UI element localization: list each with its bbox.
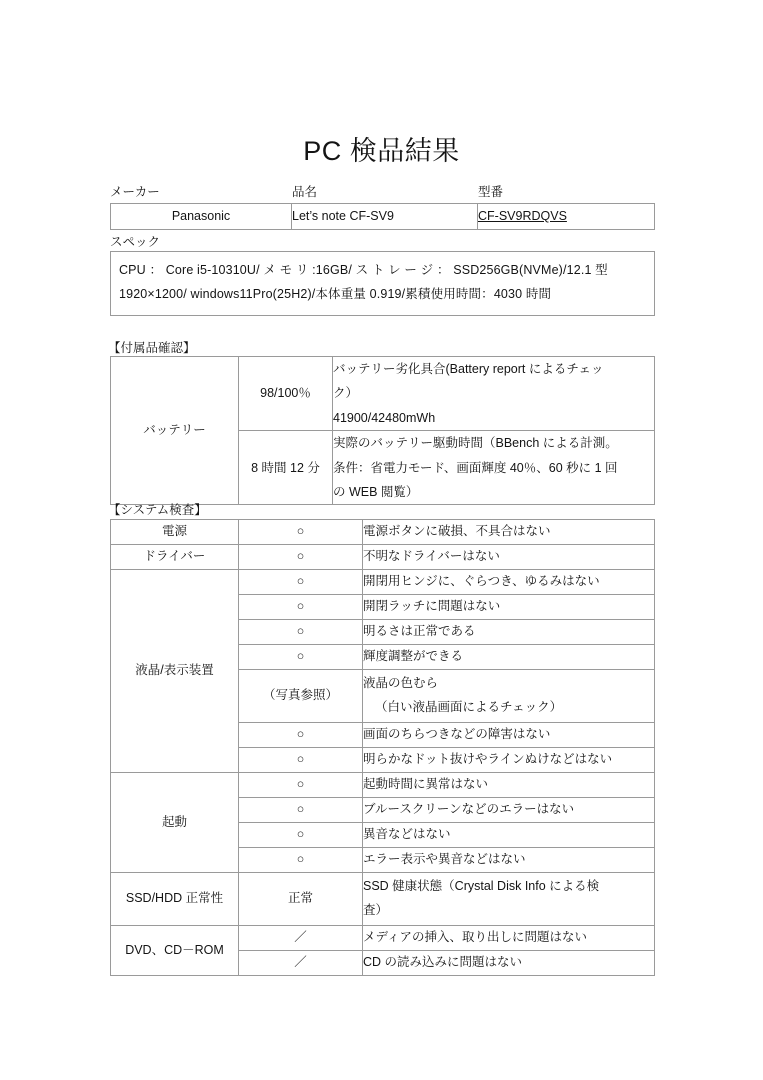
cell-desc-optical-1: メディアの挿入、取り出しに問題はない [363,926,655,951]
cell-category-display: 液晶/表示装置 [111,570,239,773]
cell-mark-boot-2: ○ [239,798,363,823]
cell-desc-optical-2: CD の読み込みに問題はない [363,951,655,976]
table-row [111,873,655,926]
battery-runtime-line-3: の WEB 閲覧） [333,484,419,499]
cell-mark-boot-1: ○ [239,773,363,798]
battery-health-line-3: 41900/42480mWh [333,410,436,425]
battery-runtime-line-2: 条件：省電力モード、画面輝度 40％、60 秒に 1 回 [333,460,618,475]
cell-battery-category: バッテリー [111,357,239,505]
cell-desc-display-5 [363,670,655,723]
cell-battery-health-value: 98/100％ [239,357,333,431]
table-row [111,773,655,798]
cell-desc-boot-3: 異音などはない [363,823,655,848]
cell-category-boot: 起動 [111,773,239,873]
label-product-name: 品名 [292,185,318,199]
cell-mark-display-3: ○ [239,620,363,645]
cell-maker-value: Panasonic [111,204,292,230]
cell-desc-boot-4: エラー表示や異音などはない [363,848,655,873]
label-spec: スペック [110,235,161,249]
cell-desc-display-6: 画面のちらつきなどの障害はない [363,723,655,748]
battery-health-line-1: バッテリー劣化具合(Battery report によるチェッ [333,362,604,376]
battery-runtime-line-1: 実際のバッテリー駆動時間（BBench による計測。 [333,436,618,451]
page-title: PC 検品結果 [303,136,460,166]
cell-mark-driver-1: ○ [239,545,363,570]
cell-category-driver: ドライバー [111,545,239,570]
cell-desc-power-1: 電源ボタンに破損、不具合はない [363,520,655,545]
section-label-system: 【システム検査】 [108,503,207,517]
cell-battery-runtime-desc [333,431,655,505]
header-labels [110,182,655,200]
table-row [111,545,655,570]
cell-mark-display-5: （写真参照） [239,670,363,723]
cell-desc-display-4: 輝度調整ができる [363,645,655,670]
ssd-health-line-2: 査） [363,903,389,917]
cell-category-ssd: SSD/HDD 正常性 [111,873,239,926]
cell-mark-display-2: ○ [239,595,363,620]
cell-product-name-value: Let’s note CF-SV9 [292,204,478,230]
cell-desc-display-3: 明るさは正常である [363,620,655,645]
cell-desc-display-2: 開閉ラッチに問題はない [363,595,655,620]
cell-mark-ssd-1: 正常 [239,873,363,926]
spec-table [110,251,655,316]
cell-category-power: 電源 [111,520,239,545]
ssd-health-line-1: SSD 健康状態（Crystal Disk Info による検 [363,879,600,894]
cell-desc-display-1: 開閉用ヒンジに、ぐらつき、ゆるみはない [363,570,655,595]
cell-battery-runtime-value: 8 時間 12 分 [239,431,333,505]
table-row [111,570,655,595]
cell-mark-boot-4: ○ [239,848,363,873]
header-table [110,203,655,230]
display-color-line-1: 液晶の色むら [363,676,439,691]
section-label-accessory: 【付属品確認】 [108,341,196,355]
label-maker: メーカー [110,185,160,199]
battery-table [110,356,655,505]
cell-mark-boot-3: ○ [239,823,363,848]
cell-mark-optical-2: ／ [239,951,363,976]
cell-desc-driver-1: 不明なドライバーはない [363,545,655,570]
label-model-number: 型番 [478,185,504,199]
cell-model-number-value [478,204,655,230]
display-color-line-2: （白い液晶画面によるチェック） [375,700,563,714]
cell-mark-optical-1: ／ [239,926,363,951]
cell-spec-text [111,252,655,316]
cell-category-optical: DVD、CD－ROM [111,926,239,976]
table-row [111,204,655,230]
model-number-text: CF-SV9RDQVS [478,208,567,223]
cell-mark-display-6: ○ [239,723,363,748]
table-row [111,520,655,545]
cell-desc-boot-2: ブルースクリーンなどのエラーはない [363,798,655,823]
cell-desc-display-7: 明らかなドット抜けやラインぬけなどはない [363,748,655,773]
cell-desc-boot-1: 起動時間に異常はない [363,773,655,798]
cell-battery-health-desc [333,357,655,431]
spec-line-2: 1920×1200/ windows11Pro(25H2)/本体重量 0.919/累積使用時間：4030 時間 [119,287,552,302]
cell-mark-display-1: ○ [239,570,363,595]
spec-line-1: CPU ： Core i5-10310U/ メ モ リ :16GB/ ス ト レ ー ジ ： SSD256GB(NVMe)/12.1 型 [119,263,608,277]
table-row [111,357,655,431]
cell-mark-power-1: ○ [239,520,363,545]
table-row [111,252,655,316]
table-row [111,926,655,951]
cell-mark-display-7: ○ [239,748,363,773]
battery-health-line-2: ク） [333,386,359,401]
system-inspection-table [110,519,655,976]
cell-mark-display-4: ○ [239,645,363,670]
cell-desc-ssd-1 [363,873,655,926]
